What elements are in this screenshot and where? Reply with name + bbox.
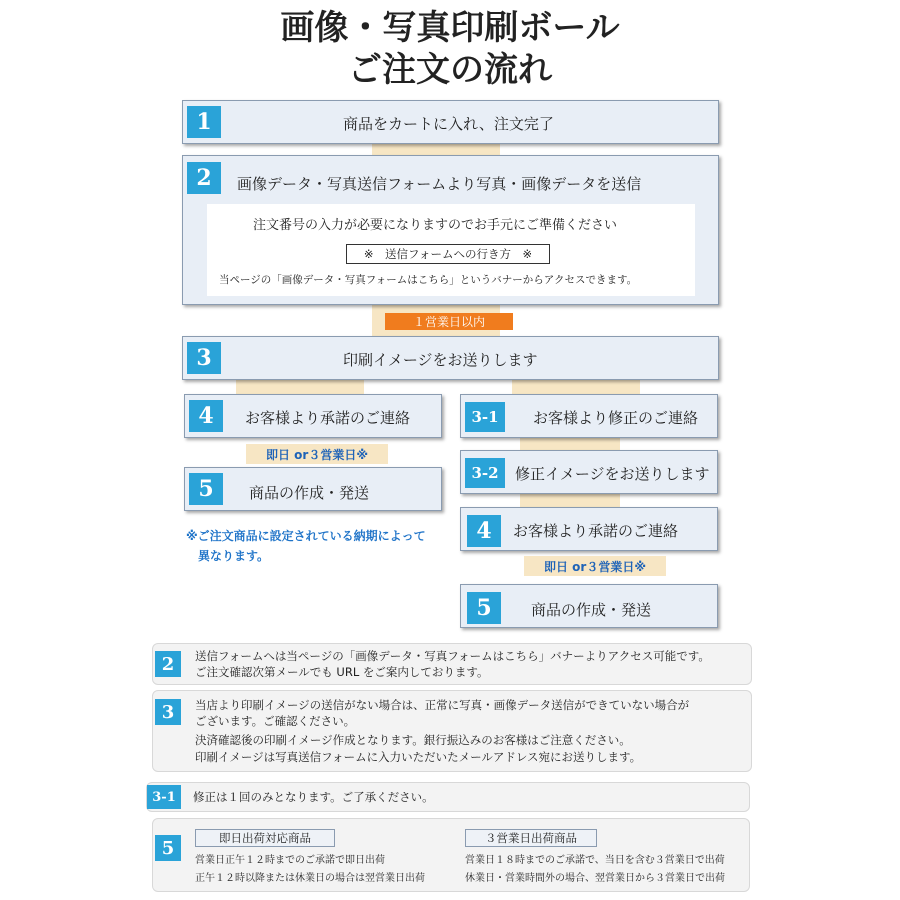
right-step-3-2-text: 修正イメージをお送りします bbox=[515, 465, 710, 483]
step-1-number: 1 bbox=[187, 106, 221, 138]
right-lead-time-tag: 即日 or３営業日※ bbox=[524, 556, 666, 576]
same-day-shipping-line2: 正午１２時以降または休業日の場合は翌営業日出荷 bbox=[195, 873, 425, 884]
left-step-5-box bbox=[184, 467, 442, 511]
note-2-box bbox=[152, 643, 752, 685]
lead-time-note-line1: ※ご注文商品に設定されている納期によって bbox=[186, 529, 426, 543]
three-day-shipping-line2: 休業日・営業時間外の場合、翌営業日から３営業日で出荷 bbox=[465, 873, 725, 884]
left-step-4-number: 4 bbox=[189, 400, 223, 432]
right-step-5-text: 商品の作成・発送 bbox=[531, 601, 652, 619]
note-2-number: 2 bbox=[155, 651, 181, 677]
step-2-info-line3: 当ページの「画像データ・写真フォームはこちら」というバナーからアクセスできます。 bbox=[219, 274, 638, 286]
page-title-line2: ご注文の流れ bbox=[348, 50, 552, 90]
step-3-box bbox=[182, 336, 719, 380]
note-5-box bbox=[152, 818, 750, 892]
left-step-5-text: 商品の作成・発送 bbox=[249, 484, 370, 502]
note-3-1-text: 修正は１回のみとなります。ご了承ください。 bbox=[193, 790, 434, 804]
same-day-shipping-line1: 営業日正午１２時までのご承諾で即日出荷 bbox=[195, 855, 385, 866]
three-day-shipping-header: ３営業日出荷商品 bbox=[465, 829, 597, 847]
step-3-text: 印刷イメージをお送りします bbox=[343, 351, 538, 369]
note-3-line1: 当店より印刷イメージの送信がない場合は、正常に写真・画像データ送信ができていない場合が bbox=[195, 698, 690, 712]
step-1-text: 商品をカートに入れ、注文完了 bbox=[343, 115, 554, 133]
page-title-line1: 画像・写真印刷ボール bbox=[280, 8, 620, 48]
note-3-line2: ございます。ご確認ください。 bbox=[195, 714, 356, 728]
right-step-4-number: 4 bbox=[467, 515, 501, 547]
step-1-box bbox=[182, 100, 719, 144]
lead-time-note-line2: 異なります。 bbox=[198, 549, 270, 563]
step-2-info-line1: 注文番号の入力が必要になりますのでお手元にご準備ください bbox=[253, 218, 618, 233]
right-step-5-number: 5 bbox=[467, 592, 501, 624]
right-step-4-text: お客様より承諾のご連絡 bbox=[513, 522, 679, 540]
note-5-number: 5 bbox=[155, 835, 181, 861]
right-step-4-box bbox=[460, 507, 718, 551]
note-2-line2: ご注文確認次第メールでも URL をご案内しております。 bbox=[195, 665, 489, 679]
left-step-4-box bbox=[184, 394, 442, 438]
step-2-box bbox=[182, 155, 719, 305]
three-day-shipping-line1: 営業日１８時までのご承諾で、当日を含む３営業日で出荷 bbox=[465, 855, 725, 866]
right-step-3-1-box bbox=[460, 394, 718, 438]
send-form-howto-link[interactable]: ※ 送信フォームへの行き方 ※ bbox=[346, 244, 550, 264]
left-step-4-text: お客様より承諾のご連絡 bbox=[245, 409, 411, 427]
right-step-5-box bbox=[460, 584, 718, 628]
note-3-number: 3 bbox=[155, 699, 181, 725]
one-business-day-tag: １営業日以内 bbox=[385, 313, 513, 330]
right-step-3-2-number: 3-2 bbox=[465, 458, 505, 488]
step-2-text: 画像データ・写真送信フォームより写真・画像データを送信 bbox=[237, 175, 642, 193]
left-lead-time-tag: 即日 or３営業日※ bbox=[246, 444, 388, 464]
note-3-line3: 決済確認後の印刷イメージ作成となります。銀行振込みのお客様はご注意ください。 bbox=[195, 733, 631, 747]
left-step-5-number: 5 bbox=[189, 473, 223, 505]
same-day-shipping-header: 即日出荷対応商品 bbox=[195, 829, 335, 847]
step-2-number: 2 bbox=[187, 162, 221, 194]
right-step-3-1-text: お客様より修正のご連絡 bbox=[533, 409, 699, 427]
note-3-line4: 印刷イメージは写真送信フォームに入力いただいたメールアドレス宛にお送りします。 bbox=[195, 750, 642, 764]
right-step-3-1-number: 3-1 bbox=[465, 402, 505, 432]
note-3-box bbox=[152, 690, 752, 772]
note-3-1-number: 3-1 bbox=[147, 785, 181, 809]
note-2-line1: 送信フォームへは当ページの「画像データ・写真フォームはこちら」バナーよりアクセス可能です。 bbox=[195, 649, 710, 663]
step-2-info-panel bbox=[207, 204, 695, 296]
note-3-1-box bbox=[146, 782, 750, 812]
step-3-number: 3 bbox=[187, 342, 221, 374]
right-step-3-2-box bbox=[460, 450, 718, 494]
